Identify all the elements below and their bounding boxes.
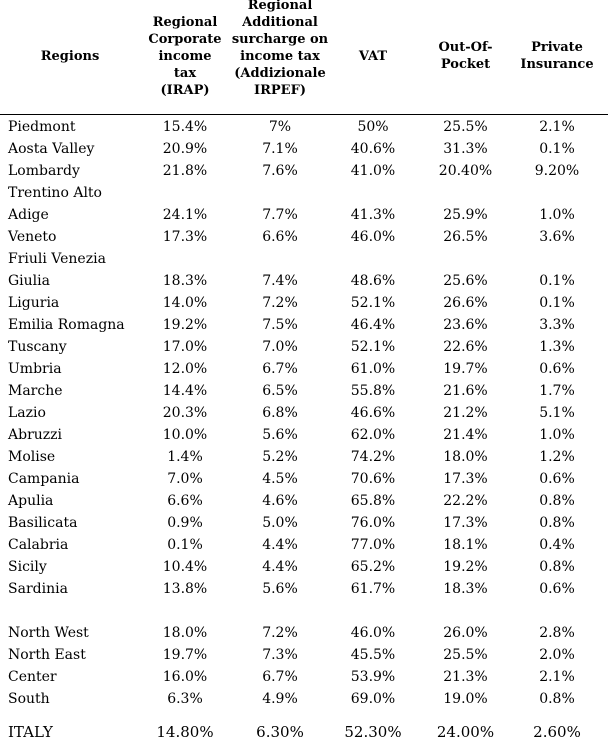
vat-cell: 46.0%	[350, 625, 396, 641]
header-line: Insurance	[520, 57, 594, 72]
irpef-cell: 4.5%	[262, 471, 298, 487]
private-insurance-cell: 1.0%	[539, 207, 575, 223]
vat-cell: 40.6%	[350, 141, 396, 157]
private-insurance-cell: 0.6%	[539, 471, 575, 487]
irpef-cell: 5.6%	[262, 427, 298, 443]
vat-cell: 52.30%	[344, 723, 402, 741]
vat-cell: 70.6%	[350, 471, 396, 487]
irap-cell: 7.0%	[167, 471, 203, 487]
header-out-of-pocket	[418, 0, 513, 112]
out-of-pocket-cell: 23.6%	[443, 317, 488, 333]
vat-cell: 62.0%	[350, 427, 396, 443]
out-of-pocket-cell: 26.5%	[443, 229, 488, 245]
region-name: Sardinia	[8, 581, 68, 597]
region-name: Aosta Valley	[8, 141, 95, 157]
vat-cell: 46.0%	[350, 229, 396, 245]
irap-cell: 17.3%	[162, 229, 208, 245]
irap-cell: 14.80%	[156, 723, 214, 741]
region-name: Marche	[8, 383, 63, 399]
vat-cell: 52.1%	[350, 339, 396, 355]
private-insurance-cell: 3.6%	[539, 229, 575, 245]
vat-cell: 48.6%	[350, 273, 396, 289]
vat-cell: 77.0%	[350, 537, 396, 553]
private-insurance-cell: 1.7%	[539, 383, 575, 399]
irpef-cell: 7.3%	[262, 647, 298, 663]
header-line: tax	[173, 65, 197, 81]
region-name: Molise	[8, 449, 56, 465]
irpef-cell: 4.4%	[262, 537, 298, 553]
out-of-pocket-cell: 21.2%	[443, 405, 488, 421]
region-name: Lazio	[8, 405, 46, 421]
region-name: Sicily	[8, 559, 47, 575]
irap-cell: 17.0%	[162, 339, 208, 355]
header-line: (Addizionale	[234, 66, 326, 81]
irap-cell: 6.3%	[167, 691, 203, 707]
out-of-pocket-cell: 19.0%	[443, 691, 488, 707]
out-of-pocket-cell: 25.9%	[443, 207, 488, 223]
vat-cell: 74.2%	[350, 449, 396, 465]
private-insurance-cell: 3.3%	[539, 317, 575, 333]
irpef-cell: 7.2%	[262, 295, 298, 311]
vat-cell: 76.0%	[350, 515, 396, 531]
region-name: Abruzzi	[8, 427, 63, 443]
private-insurance-cell: 1.2%	[539, 449, 575, 465]
irap-cell: 21.8%	[162, 163, 208, 179]
out-of-pocket-cell: 17.3%	[443, 515, 488, 531]
irap-cell: 0.1%	[167, 537, 203, 553]
region-name: Tuscany	[8, 339, 67, 355]
header-line: income	[158, 48, 212, 64]
irap-cell: 19.2%	[162, 317, 208, 333]
region-name: Basilicata	[8, 515, 78, 531]
header-line: Regional	[247, 0, 313, 13]
out-of-pocket-cell: 26.0%	[443, 625, 488, 641]
irpef-cell: 6.7%	[262, 669, 298, 685]
vat-cell: 61.0%	[350, 361, 396, 377]
header-line: (IRAP)	[160, 82, 210, 98]
irap-cell: 20.9%	[162, 141, 208, 157]
irpef-cell: 7.0%	[262, 339, 298, 355]
region-name: South	[8, 691, 50, 707]
private-insurance-cell: 0.4%	[539, 537, 575, 553]
irpef-cell: 6.6%	[262, 229, 298, 245]
region-name: Friuli Venezia	[8, 251, 106, 267]
header-line: IRPEF)	[254, 83, 306, 98]
irpef-cell: 6.8%	[262, 405, 298, 421]
irpef-cell: 6.5%	[262, 383, 298, 399]
irap-cell: 18.0%	[162, 625, 208, 641]
irpef-cell: 6.7%	[262, 361, 298, 377]
private-insurance-cell: 1.3%	[539, 339, 575, 355]
private-insurance-cell: 1.0%	[539, 427, 575, 443]
irpef-cell: 7.7%	[262, 207, 298, 223]
irpef-cell: 5.6%	[262, 581, 298, 597]
region-name: Calabria	[8, 537, 69, 553]
region-name: Umbria	[8, 361, 62, 377]
out-of-pocket-cell: 22.6%	[443, 339, 488, 355]
irpef-cell: 7.1%	[262, 141, 298, 157]
header-line: Out-Of-	[438, 40, 493, 55]
out-of-pocket-cell: 24.00%	[436, 723, 495, 741]
region-name: Campania	[8, 471, 80, 487]
region-name: Lombardy	[8, 163, 80, 179]
out-of-pocket-cell: 31.3%	[443, 141, 488, 157]
irap-cell: 20.3%	[162, 405, 208, 421]
out-of-pocket-cell: 17.3%	[443, 471, 488, 487]
out-of-pocket-cell: 25.5%	[443, 647, 488, 663]
out-of-pocket-cell: 26.6%	[443, 295, 488, 311]
irpef-cell: 7%	[268, 119, 292, 135]
out-of-pocket-cell: 21.4%	[443, 427, 488, 443]
out-of-pocket-cell: 18.3%	[443, 581, 488, 597]
irap-cell: 12.0%	[162, 361, 208, 377]
vat-cell: 45.5%	[350, 647, 396, 663]
header-line: VAT	[358, 48, 388, 64]
header-line: surcharge on	[231, 32, 329, 47]
private-insurance-cell: 2.0%	[539, 647, 575, 663]
out-of-pocket-cell: 20.40%	[438, 163, 493, 179]
region-name: Veneto	[8, 229, 57, 245]
header-line: Corporate	[148, 31, 222, 47]
header-private-insurance	[513, 0, 601, 112]
private-insurance-cell: 0.1%	[539, 273, 575, 289]
header-line: Additional	[242, 15, 318, 30]
irpef-cell: 7.4%	[262, 273, 298, 289]
irap-cell: 10.4%	[162, 559, 208, 575]
irpef-cell: 5.2%	[262, 449, 298, 465]
vat-cell: 41.0%	[350, 163, 396, 179]
private-insurance-cell: 0.8%	[539, 515, 575, 531]
irpef-cell: 5.0%	[262, 515, 298, 531]
irap-cell: 10.0%	[162, 427, 208, 443]
region-name: Apulia	[8, 493, 54, 509]
header-line: Pocket	[440, 57, 491, 72]
irpef-cell: 6.30%	[256, 723, 304, 741]
irap-cell: 18.3%	[162, 273, 208, 289]
private-insurance-cell: 0.8%	[539, 559, 575, 575]
vat-cell: 50%	[357, 119, 389, 135]
private-insurance-cell: 0.1%	[539, 295, 575, 311]
irap-cell: 0.9%	[167, 515, 203, 531]
vat-cell: 53.9%	[350, 669, 396, 685]
irap-cell: 24.1%	[162, 207, 208, 223]
header-regions	[0, 0, 140, 112]
vat-cell: 65.8%	[350, 493, 396, 509]
private-insurance-cell: 5.1%	[539, 405, 575, 421]
region-name: North East	[8, 647, 86, 663]
header-vat	[333, 0, 413, 112]
irpef-cell: 4.9%	[262, 691, 298, 707]
irap-cell: 14.4%	[162, 383, 208, 399]
header-irpef	[228, 0, 332, 104]
out-of-pocket-cell: 25.5%	[443, 119, 488, 135]
irpef-cell: 7.5%	[262, 317, 298, 333]
out-of-pocket-cell: 21.3%	[443, 669, 488, 685]
header-rule	[0, 114, 608, 115]
private-insurance-cell: 2.1%	[539, 669, 575, 685]
region-name: Liguria	[8, 295, 60, 311]
irap-cell: 15.4%	[162, 119, 208, 135]
private-insurance-cell: 0.6%	[539, 581, 575, 597]
out-of-pocket-cell: 21.6%	[443, 383, 488, 399]
irap-cell: 1.4%	[167, 449, 203, 465]
region-name: North West	[8, 625, 89, 641]
vat-cell: 55.8%	[350, 383, 396, 399]
header-line: Private	[531, 40, 583, 55]
region-name: Emilia Romagna	[8, 317, 125, 333]
private-insurance-cell: 2.60%	[533, 723, 581, 741]
out-of-pocket-cell: 18.0%	[443, 449, 488, 465]
out-of-pocket-cell: 22.2%	[443, 493, 488, 509]
out-of-pocket-cell: 25.6%	[443, 273, 488, 289]
header-irap	[140, 0, 230, 112]
vat-cell: 61.7%	[350, 581, 396, 597]
vat-cell: 46.4%	[350, 317, 396, 333]
private-insurance-cell: 9.20%	[534, 163, 580, 179]
irpef-cell: 7.6%	[262, 163, 298, 179]
vat-cell: 52.1%	[350, 295, 396, 311]
private-insurance-cell: 2.1%	[539, 119, 575, 135]
region-name: Center	[8, 669, 57, 685]
vat-cell: 69.0%	[350, 691, 396, 707]
irap-cell: 6.6%	[167, 493, 203, 509]
irap-cell: 13.8%	[162, 581, 208, 597]
out-of-pocket-cell: 18.1%	[443, 537, 488, 553]
region-name: Piedmont	[8, 119, 76, 135]
out-of-pocket-cell: 19.2%	[443, 559, 488, 575]
irpef-cell: 4.4%	[262, 559, 298, 575]
private-insurance-cell: 0.1%	[539, 141, 575, 157]
irap-cell: 16.0%	[162, 669, 208, 685]
irap-cell: 19.7%	[162, 647, 208, 663]
region-name: Trentino Alto	[8, 185, 102, 201]
irpef-cell: 4.6%	[262, 493, 298, 509]
header-line: Regions	[40, 48, 100, 64]
private-insurance-cell: 0.8%	[539, 691, 575, 707]
irpef-cell: 7.2%	[262, 625, 298, 641]
header-line: Regional	[152, 14, 218, 30]
region-name: ITALY	[8, 723, 53, 741]
vat-cell: 46.6%	[350, 405, 396, 421]
region-name: Giulia	[8, 273, 50, 289]
vat-cell: 65.2%	[350, 559, 396, 575]
private-insurance-cell: 0.6%	[539, 361, 575, 377]
region-name: Adige	[8, 207, 49, 223]
header-line: income tax	[240, 49, 320, 64]
irap-cell: 14.0%	[162, 295, 208, 311]
private-insurance-cell: 0.8%	[539, 493, 575, 509]
out-of-pocket-cell: 19.7%	[443, 361, 488, 377]
vat-cell: 41.3%	[350, 207, 396, 223]
private-insurance-cell: 2.8%	[539, 625, 575, 641]
